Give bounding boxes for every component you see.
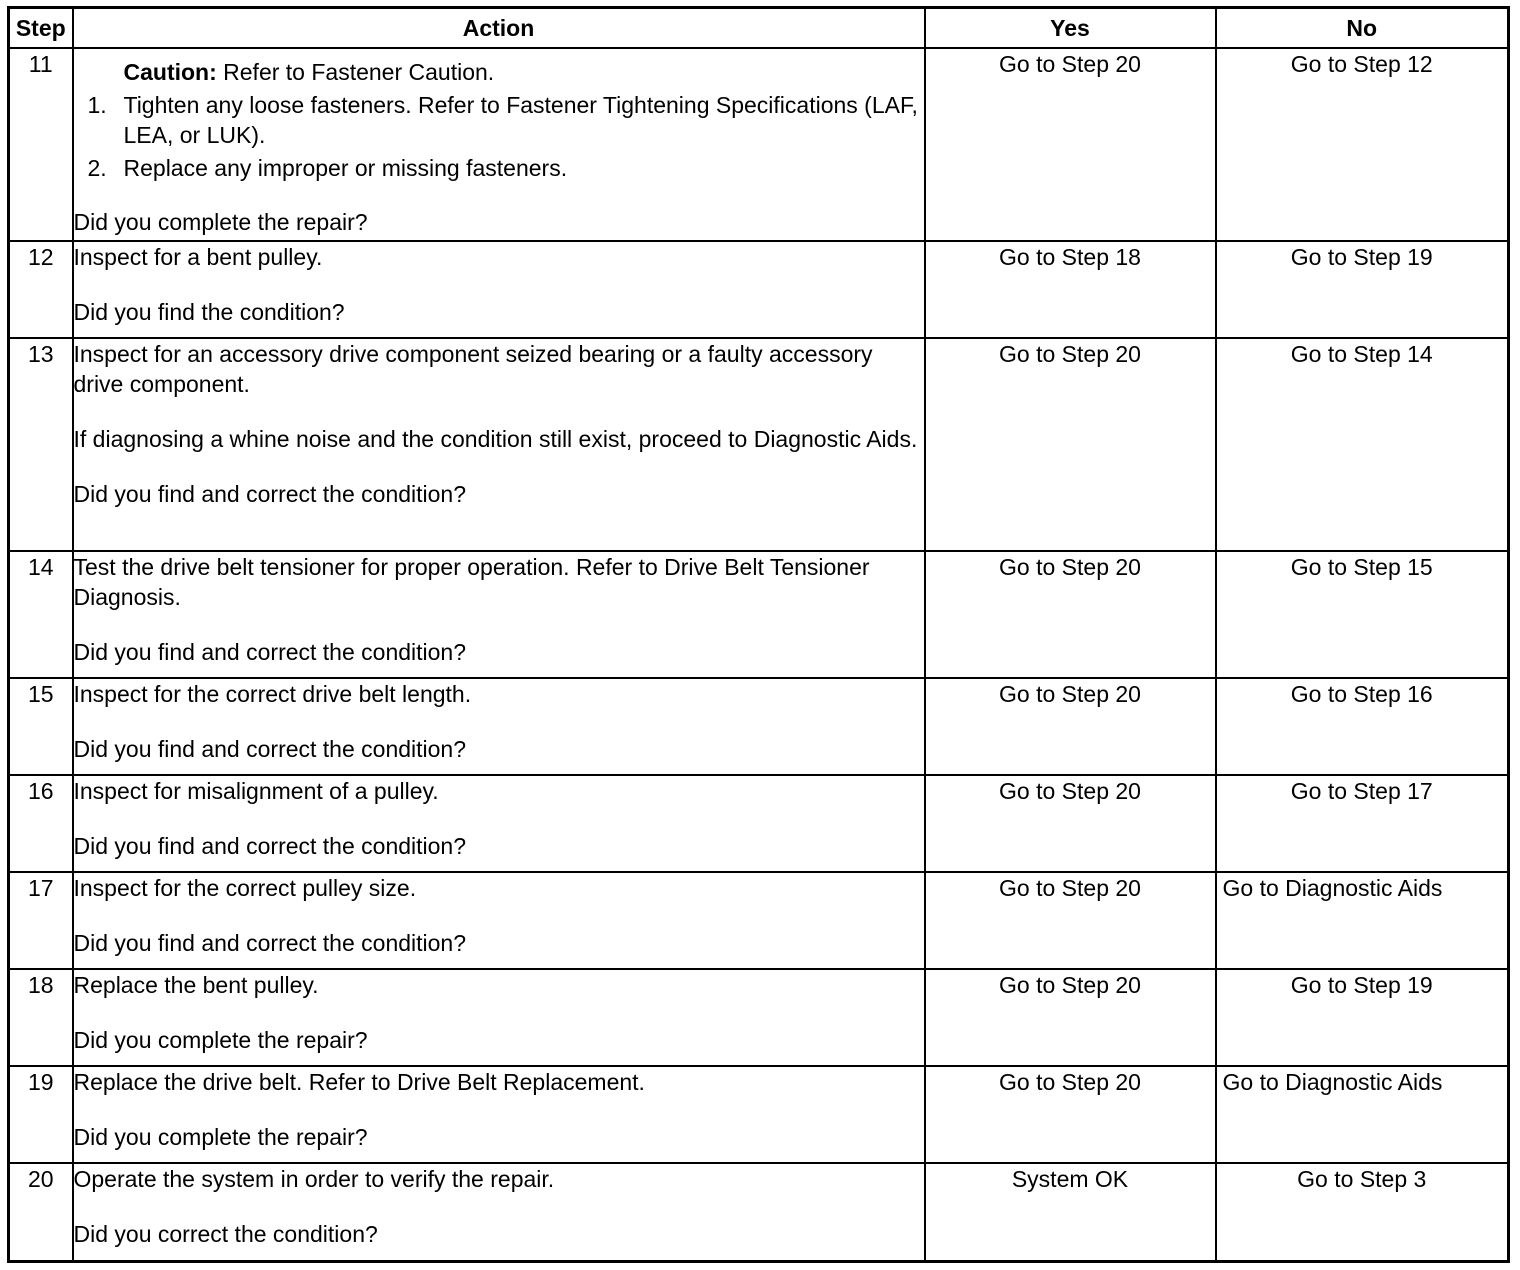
action-cell [73, 1066, 925, 1163]
yes-result: Go to Step 20 [925, 678, 1216, 775]
list-item-number: 2. [87, 155, 107, 181]
action-cell [73, 1163, 925, 1261]
caution-label: Caution: [123, 59, 217, 85]
no-result: Go to Step 19 [1216, 969, 1509, 1066]
instruction-text: Operate the system in order to verify the repair. [73, 1166, 555, 1192]
yes-result: Go to Step 20 [925, 48, 1216, 241]
instruction-text: Inspect for an accessory drive component seized bearing or a faulty accessory drive component. [73, 341, 873, 397]
step-number: 20 [9, 1163, 73, 1261]
caution-text: Refer to Fastener Caution. [216, 59, 495, 85]
list-item-text: Tighten any loose fasteners. Refer to Fastener Tightening Specifications (LAF, LEA, or LUK). [123, 92, 918, 148]
header-action: Action [73, 8, 925, 49]
step-number: 14 [9, 551, 73, 678]
instruction-text: Inspect for misalignment of a pulley. [73, 778, 439, 804]
instruction-text: Inspect for the correct drive belt length. [73, 681, 472, 707]
no-result: Go to Diagnostic Aids [1216, 1066, 1509, 1163]
action-cell [73, 678, 925, 775]
step-number: 16 [9, 775, 73, 872]
yes-result: Go to Step 20 [925, 872, 1216, 969]
yes-result: Go to Step 20 [925, 775, 1216, 872]
no-result: Go to Step 19 [1216, 241, 1509, 338]
instruction-text: Inspect for a bent pulley. [73, 244, 323, 270]
list-item-number: 1. [87, 92, 107, 118]
yes-result: Go to Step 20 [925, 338, 1216, 551]
question-text: Did you complete the repair? [73, 1027, 368, 1053]
header-row [9, 8, 1509, 49]
action-cell [73, 48, 925, 241]
list-item-text: Replace any improper or missing fasteners. [123, 155, 568, 181]
question-text: Did you find and correct the condition? [73, 481, 467, 507]
instruction-list [74, 90, 924, 183]
table-row-step-11 [9, 48, 1509, 241]
action-cell [73, 241, 925, 338]
table-row-step-13 [9, 338, 1509, 551]
header-yes: Yes [925, 8, 1216, 49]
action-cell [73, 338, 925, 551]
list-item [74, 153, 924, 183]
table-row-step-12 [9, 241, 1509, 338]
no-result: Go to Step 14 [1216, 338, 1509, 551]
yes-result: System OK [925, 1163, 1216, 1261]
question-text: Did you correct the condition? [73, 1221, 378, 1247]
no-result: Go to Step 12 [1216, 48, 1509, 241]
yes-result: Go to Step 18 [925, 241, 1216, 338]
action-cell [73, 775, 925, 872]
list-item [74, 90, 924, 150]
instruction-text: If diagnosing a whine noise and the condition still exist, proceed to Diagnostic Aids. [73, 426, 918, 452]
question-text: Did you complete the repair? [73, 209, 368, 235]
step-number: 15 [9, 678, 73, 775]
step-number: 18 [9, 969, 73, 1066]
yes-result: Go to Step 20 [925, 1066, 1216, 1163]
question-text: Did you find and correct the condition? [73, 639, 467, 665]
question-text: Did you complete the repair? [73, 1124, 368, 1150]
table-row-step-17 [9, 872, 1509, 969]
no-result: Go to Step 15 [1216, 551, 1509, 678]
action-cell [73, 969, 925, 1066]
step-number: 17 [9, 872, 73, 969]
caution-note [74, 57, 924, 87]
yes-result: Go to Step 20 [925, 969, 1216, 1066]
instruction-text: Inspect for the correct pulley size. [73, 875, 417, 901]
question-text: Did you find and correct the condition? [73, 736, 467, 762]
no-result: Go to Diagnostic Aids [1216, 872, 1509, 969]
step-number: 19 [9, 1066, 73, 1163]
step-number: 11 [9, 48, 73, 241]
table-row-step-20 [9, 1163, 1509, 1261]
header-step: Step [9, 8, 73, 49]
header-no: No [1216, 8, 1509, 49]
yes-result: Go to Step 20 [925, 551, 1216, 678]
table-row-step-18 [9, 969, 1509, 1066]
question-text: Did you find and correct the condition? [73, 833, 467, 859]
step-number: 13 [9, 338, 73, 551]
diagnostic-table [7, 6, 1510, 1263]
action-cell [73, 551, 925, 678]
instruction-text: Replace the drive belt. Refer to Drive Belt Replacement. [73, 1069, 645, 1095]
step-number: 12 [9, 241, 73, 338]
no-result: Go to Step 3 [1216, 1163, 1509, 1261]
no-result: Go to Step 17 [1216, 775, 1509, 872]
no-result: Go to Step 16 [1216, 678, 1509, 775]
table-row-step-15 [9, 678, 1509, 775]
instruction-text: Replace the bent pulley. [73, 972, 319, 998]
table-row-step-16 [9, 775, 1509, 872]
question-text: Did you find and correct the condition? [73, 930, 467, 956]
table-row-step-14 [9, 551, 1509, 678]
action-cell [73, 872, 925, 969]
question-text: Did you find the condition? [73, 299, 345, 325]
table-row-step-19 [9, 1066, 1509, 1163]
instruction-text: Test the drive belt tensioner for proper operation. Refer to Drive Belt Tensioner Diagnosis. [73, 554, 870, 610]
